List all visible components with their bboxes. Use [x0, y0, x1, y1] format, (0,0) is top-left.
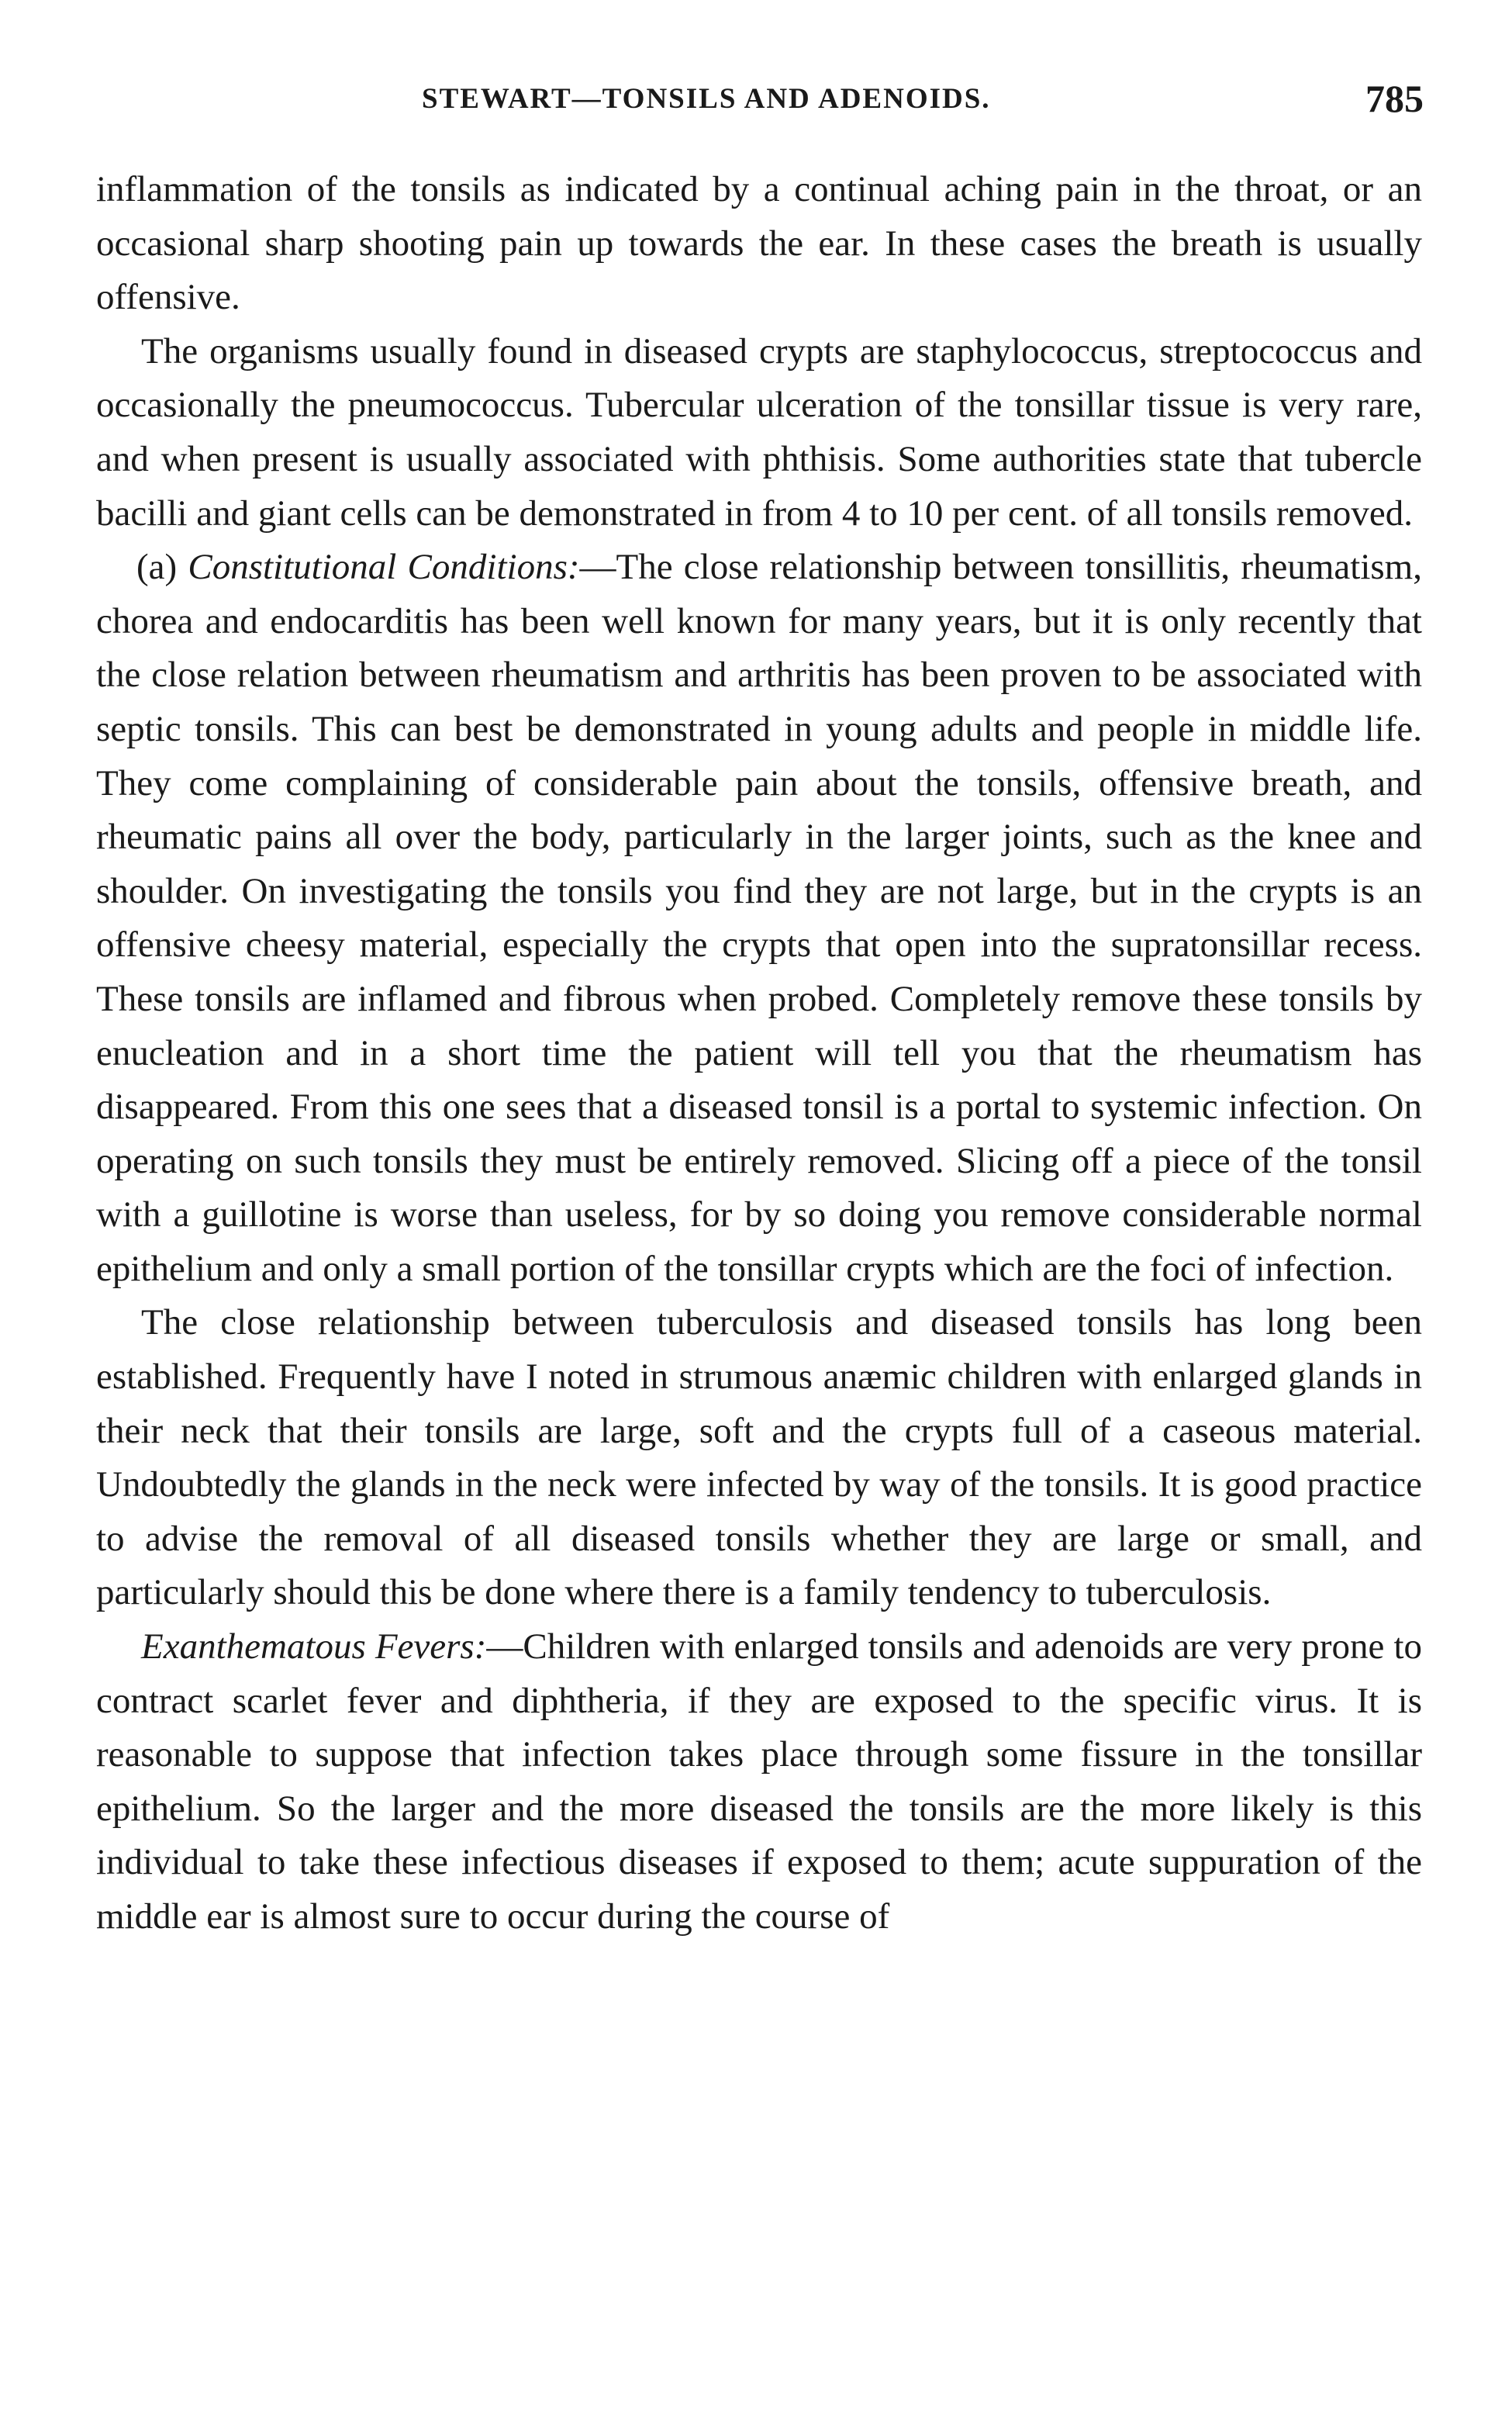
running-head: STEWART—TONSILS AND ADENOIDS. — [422, 83, 991, 115]
paragraph-text: inflammation of the tonsils as indicated by a continual aching pain in the throat, or an occasional sharp shooting pain up towards the ear. In these cases the breath is usually offensive. — [96, 169, 1422, 318]
paragraph-exanthematous-fevers — [96, 1620, 1422, 1944]
paragraph-text: —Children with enlarged tonsils and adenoids are very prone to contract scarlet fever and diphtheria, if they are exposed to the specific virus. It is reasonable to suppose that infection takes place through some fissure in the tonsillar epithelium. So the larger and the more diseased the tonsils are the more likely is this individual to take these infectious diseases if exposed to them; acute suppuration of the middle ear is almost sure to occur during the course of — [96, 1626, 1423, 1937]
paragraph-organisms — [96, 325, 1422, 541]
paragraph-constitutional-conditions — [96, 541, 1422, 1296]
paragraph-text: The organisms usually found in diseased crypts are staphylococcus, streptococcus and occasionally the pneumococcus. Tubercular ulceration of the tonsillar tissue is very rare, and when present is usually associated with phthisis. Some authorities state that tubercle bacilli and giant cells can be demonstrated in from 4 to 10 per cent. of all tonsils removed. — [96, 330, 1422, 534]
page-number: 785 — [1365, 77, 1424, 120]
paragraph-text: The close relationship between tuberculosis and diseased tonsils has long been established. Frequently have I noted in strumous anæmic children with enlarged glands in their neck that their tonsils are large, soft and the crypts full of a caseous material. Undoubtedly the glands in the neck were infected by way of the tonsils. It is good practice to advise the removal of all diseased tonsils whether they are large or small, and particularly should this be done where there is a family tendency to tuberculosis. — [96, 1302, 1422, 1613]
paragraph-text: —The close relationship between tonsillitis, rheumatism, chorea and endocarditis has been well known for many years, but it is only recently that the close relation between rheumatism and arthritis has been proven to be associated with septic tonsils. This can best be demonstrated in young adults and people in middle life. They come complaining of considerable pain about the tonsils, offensive breath, and rheumatic pains all over the body, particularly in the larger joints, such as the knee and shoulder. On investigating the tonsils you find they are not large, but in the crypts is an offensive cheesy material, especially the crypts that open into the supratonsillar recess. These tonsils are inflamed and fibrous when probed. Completely remove these tonsils by enucleation and in a short time the patient will tell you that the rheumatism has disappeared. From this one sees that a diseased tonsil is a portal to systemic infection. On operating on such tonsils they must be entirely removed. Slicing off a piece of the tonsil with a guillotine is worse than useless, for by so doing you remove considerable normal epithelium and only a small portion of the tonsillar crypts which are the foci of infection. — [96, 547, 1422, 1289]
paragraph-prefix: (a) — [136, 547, 188, 588]
page-header — [96, 74, 1422, 129]
paragraph-continuation — [96, 163, 1422, 325]
body-text — [96, 163, 1422, 1944]
paragraph-tuberculosis — [96, 1296, 1422, 1620]
section-lead-heading: Exanthematous Fevers: — [141, 1626, 487, 1667]
section-lead-heading: Constitutional Conditions: — [188, 547, 580, 588]
page — [96, 74, 1422, 1944]
